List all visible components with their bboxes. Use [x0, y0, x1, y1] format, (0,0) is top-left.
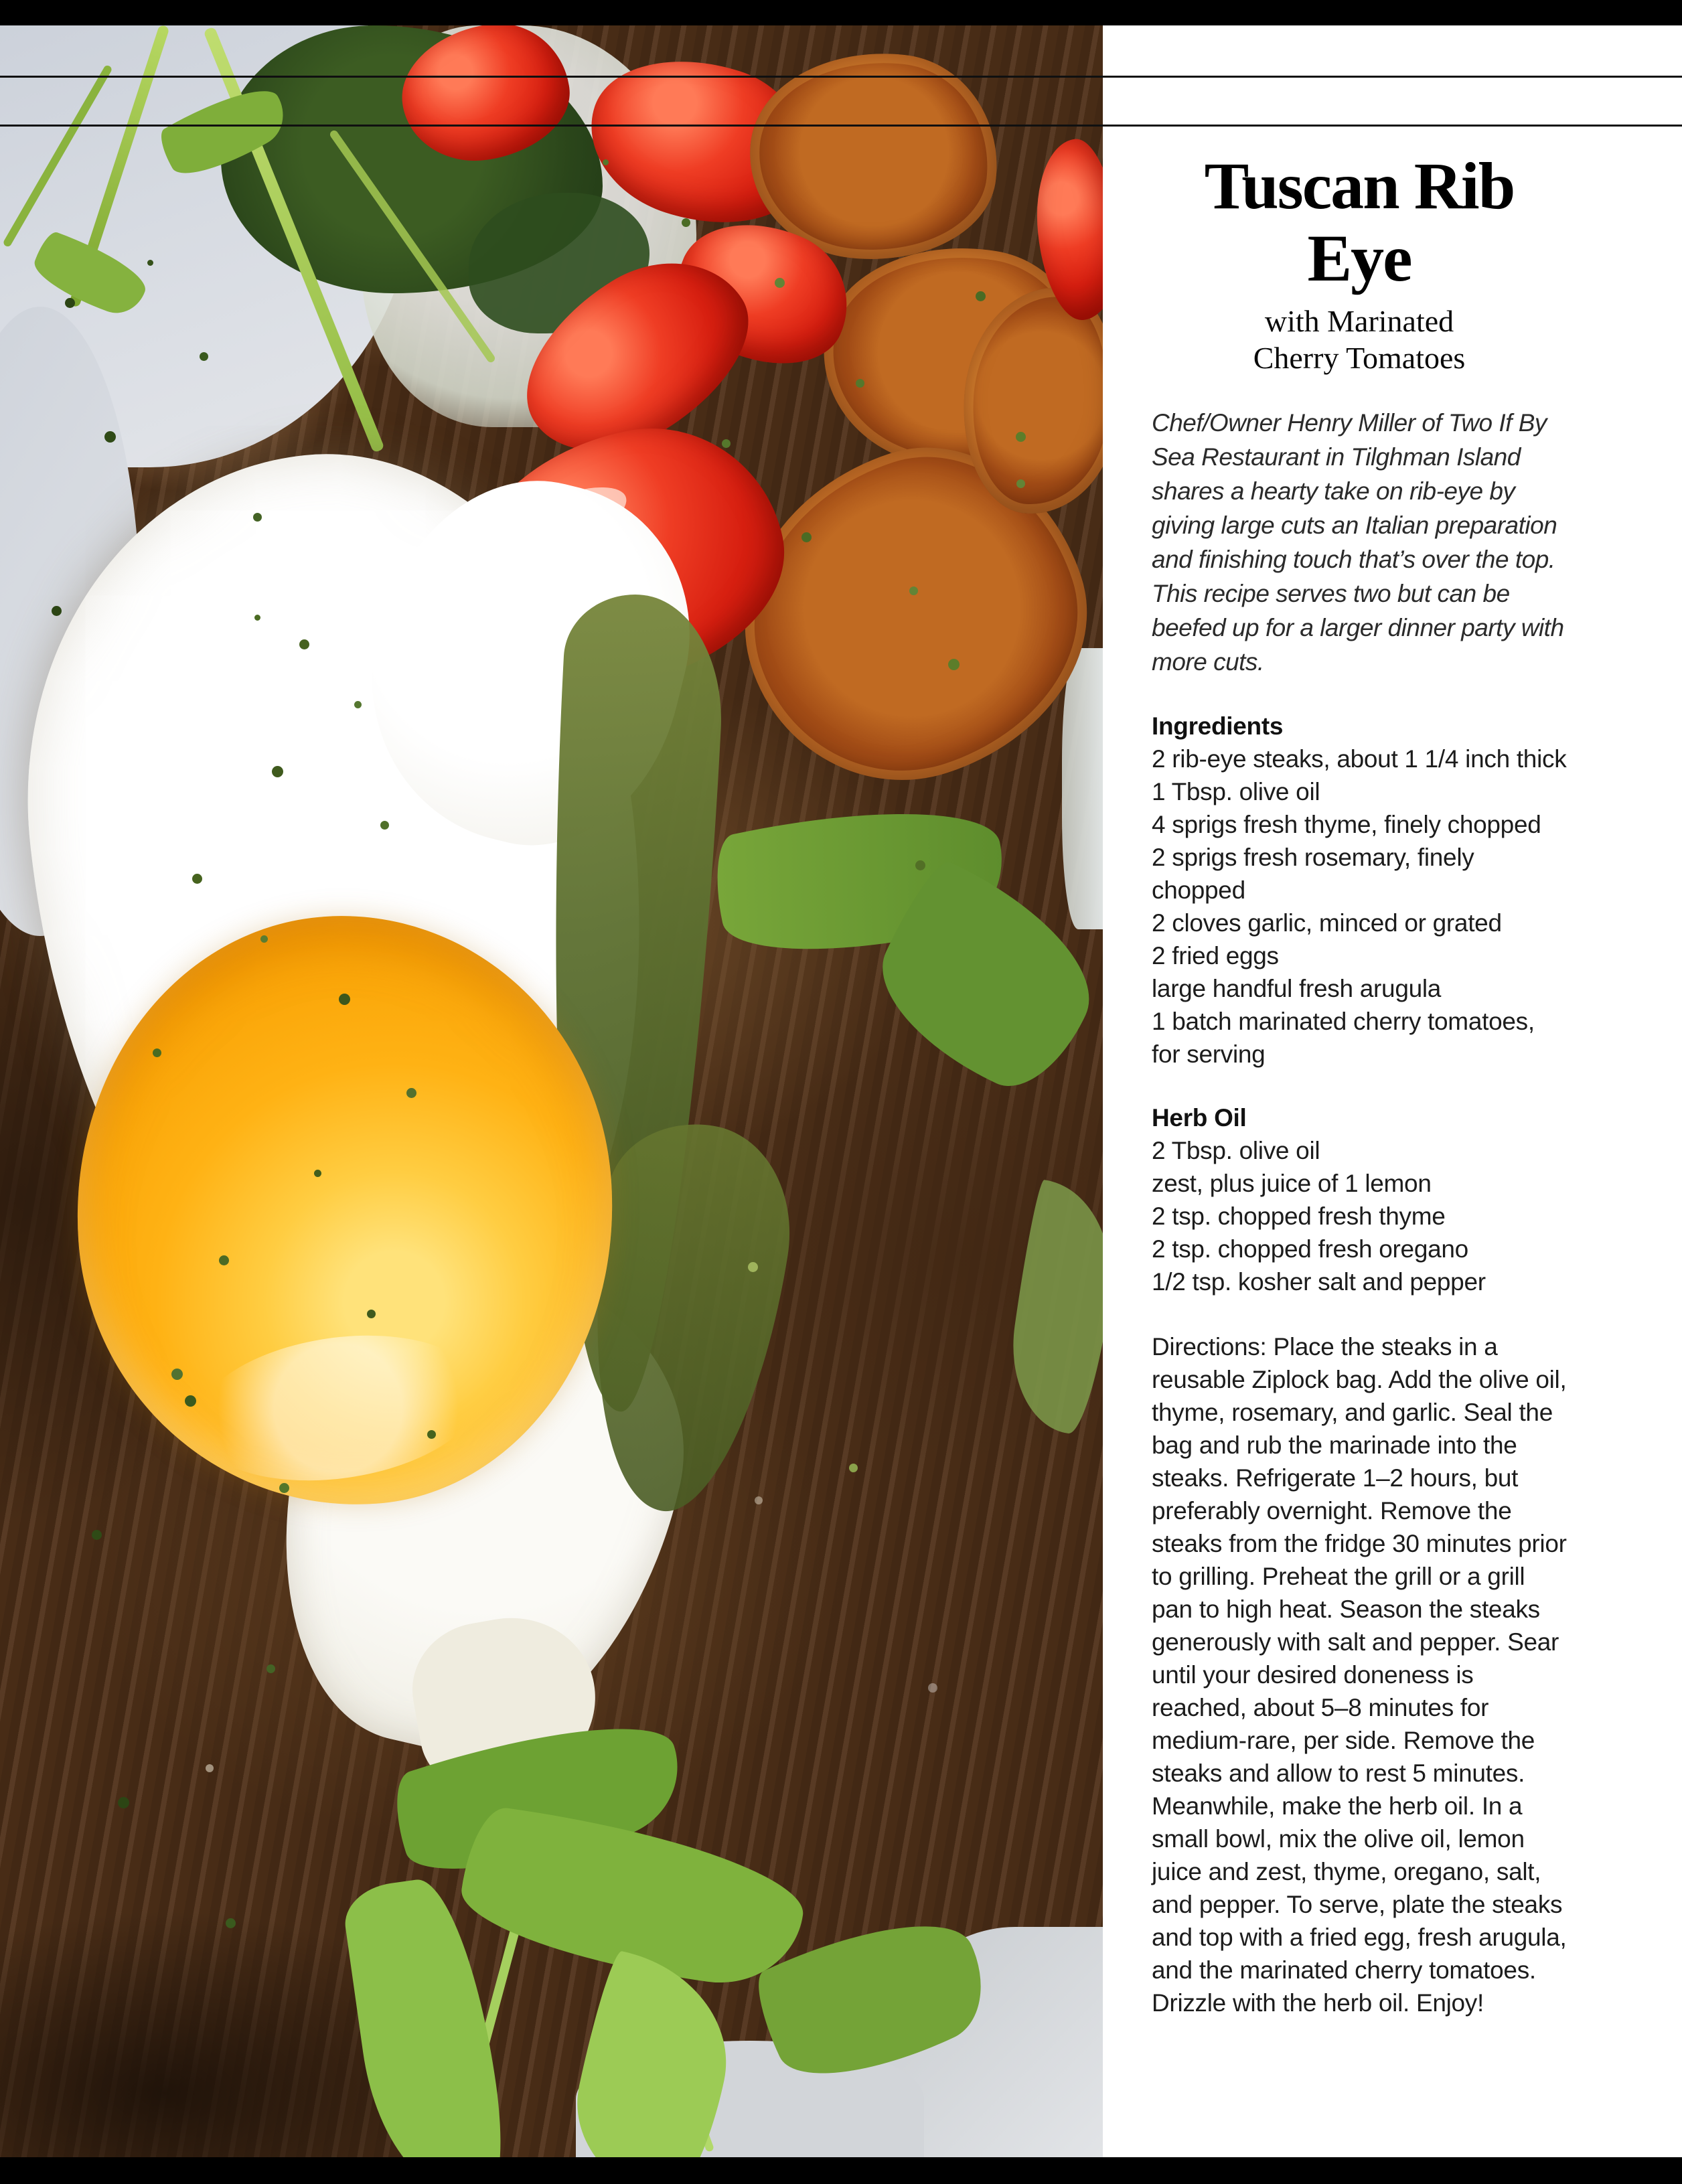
recipe-directions: Directions: Place the steaks in a reusable Ziplock bag. Add the olive oil, thyme, rosemary, and garlic. Seal the bag and rub the marinade into the steaks. Refrigerate 1–2 hours, but preferably overnight. Remove the steaks from the fridge 30 minutes prior to grilling. Preheat the grill or a grill pan to high heat. Season the steaks generously with salt and pepper. Sear until your desired doneness is reached, about 5–8 minutes for medium-rare, per side. Remove the steaks and allow to rest 5 minutes. Meanwhile, make the herb oil. In a small bowl, mix the olive oil, lemon juice and zest, thyme, oregano, salt, and pepper. To serve, plate the steaks and top with a fried egg, fresh arugula, and the marinated cherry tomatoes. Drizzle with the herb oil. Enjoy! — [1152, 1333, 1567, 2017]
recipe-title-line1: Tuscan Rib — [1204, 149, 1515, 223]
top-border-bar — [0, 0, 1682, 25]
recipe-intro: Chef/Owner Henry Miller of Two If By Sea Restaurant in Tilghman Island shares a hearty take on rib-eye by giving large cuts an Italian preparation and finishing touch that’s over the top. This recipe serves two but can be beefed up for a larger dinner party with more cuts. — [1152, 409, 1564, 676]
herb-flecks — [254, 615, 260, 621]
ingredient-line: 2 sprigs fresh rosemary, finely chopped — [1152, 844, 1474, 905]
herb-oil-line: 2 tsp. chopped fresh oregano — [1152, 1235, 1468, 1263]
recipe-column — [1103, 25, 1682, 2157]
herb-oil-line: 2 tsp. chopped fresh thyme — [1152, 1202, 1446, 1231]
recipe-title — [1152, 150, 1567, 295]
recipe-subtitle-line1: with Marinated — [1264, 304, 1454, 338]
herb-oil-header: Herb Oil — [1152, 1104, 1247, 1132]
plate-edge-right — [1062, 648, 1103, 929]
bottom-border-bar — [0, 2157, 1682, 2184]
ingredient-line: large handful fresh arugula — [1152, 975, 1442, 1003]
recipe-subtitle-line2: Cherry Tomatoes — [1253, 341, 1466, 376]
herb-oil-line: 1/2 tsp. kosher salt and pepper — [1152, 1268, 1486, 1296]
herb-flecks — [147, 260, 153, 266]
ingredients-header: Ingredients — [1152, 712, 1284, 740]
ingredient-line: 2 rib-eye steaks, about 1 1/4 inch thick — [1152, 745, 1567, 773]
ingredient-line: 1 Tbsp. olive oil — [1152, 778, 1320, 806]
ingredients-list — [1152, 743, 1567, 1071]
herb-oil-line: 2 Tbsp. olive oil — [1152, 1137, 1320, 1165]
herb-oil-list — [1152, 1134, 1567, 1298]
horizontal-rule — [0, 125, 1682, 127]
ingredient-line: 2 cloves garlic, minced or grated — [1152, 909, 1502, 937]
recipe-title-line2: Eye — [1307, 221, 1411, 295]
herb-oil-line: zest, plus juice of 1 lemon — [1152, 1170, 1432, 1198]
ingredient-line: 1 batch marinated cherry tomatoes, for serving — [1152, 1008, 1535, 1069]
ingredient-line: 2 fried eggs — [1152, 942, 1279, 970]
horizontal-rule — [0, 76, 1682, 78]
food-photo — [0, 25, 1103, 2157]
ingredient-line: 4 sprigs fresh thyme, finely chopped — [1152, 811, 1541, 839]
recipe-subtitle — [1152, 303, 1567, 376]
herb-flecks — [603, 159, 609, 165]
